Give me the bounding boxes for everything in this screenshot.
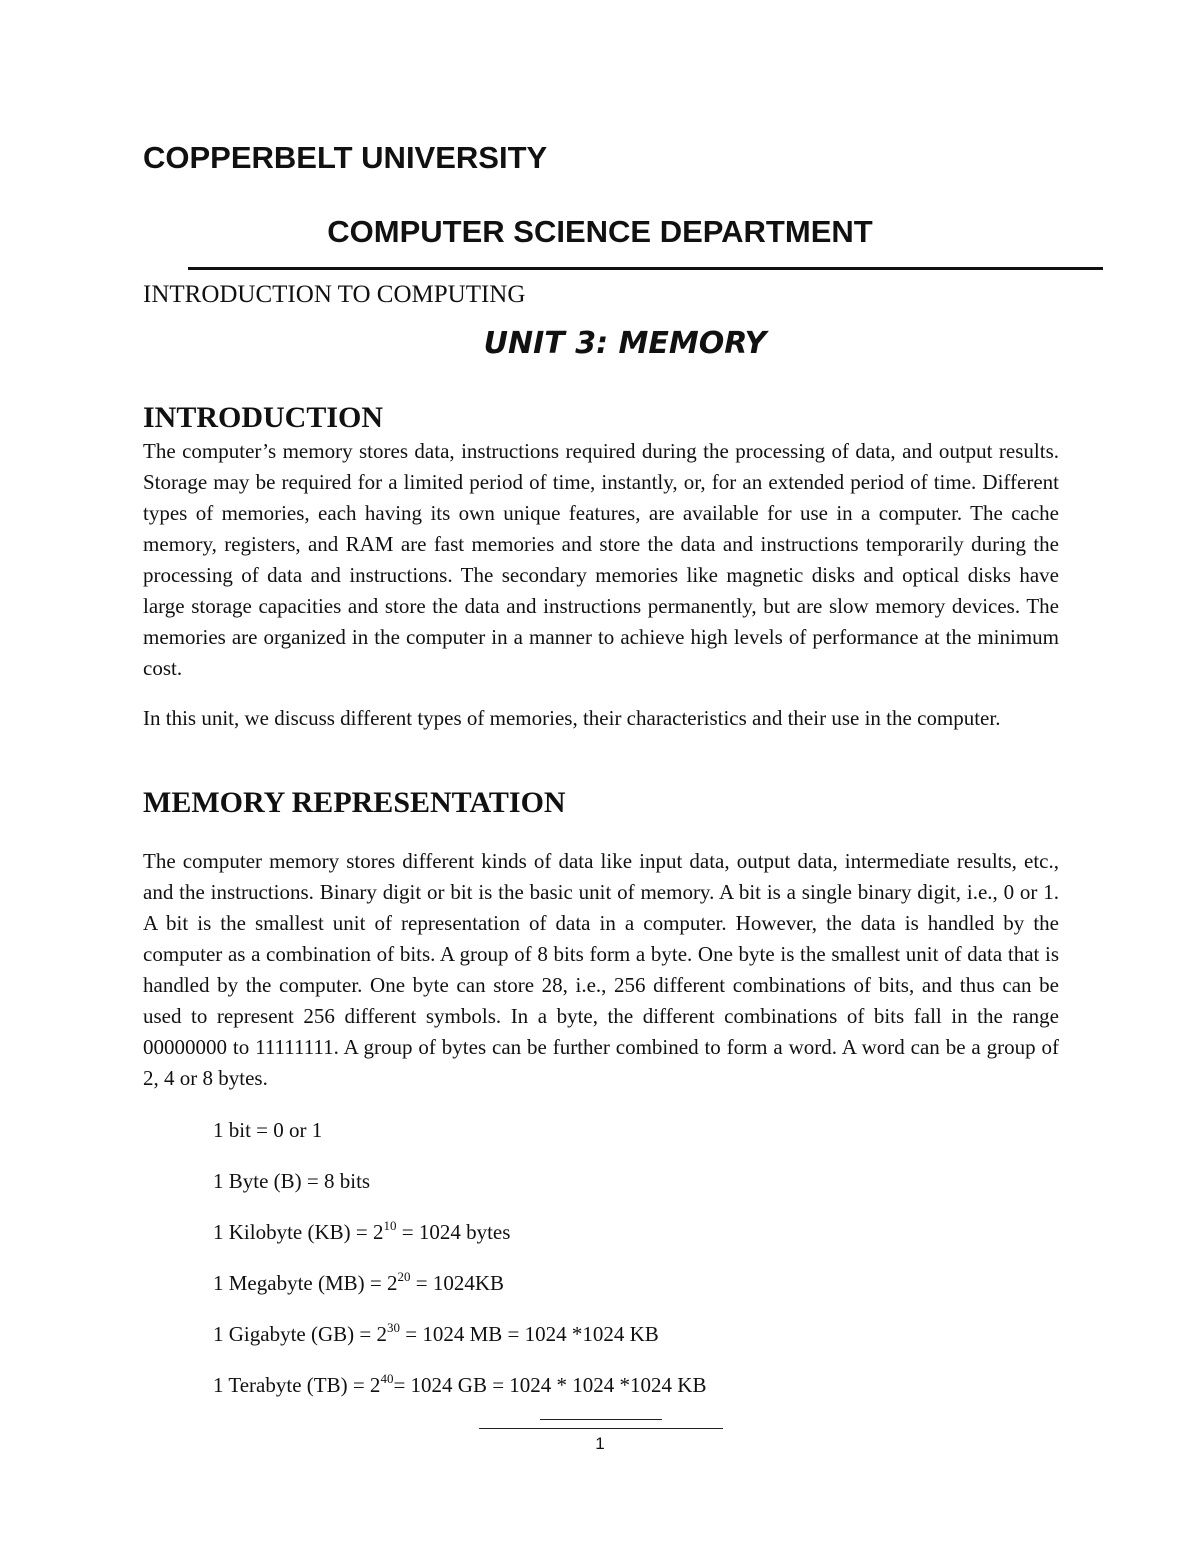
page-number: 1 <box>595 1434 605 1453</box>
unit-formula: 1 Kilobyte $(KB) = 2^{10} = 1024$ bytes <box>213 1218 511 1244</box>
footer-rule-long <box>479 1428 723 1429</box>
university-name: COPPERBELT UNIVERSITY <box>143 140 548 175</box>
memory-representation-heading: MEMORY REPRESENTATION <box>143 786 566 819</box>
unit-formula: 1 bit = 0 or 1 <box>213 1118 323 1142</box>
memory-representation-paragraph: The computer memory stores different kinds of data like input data, output data, intermediate results, etc., and the instructions. Binary digit or bit is the basic unit of memory. A bit is a single binary digit, i.e., 0 or 1. A bit is the smallest unit of representation of data in a computer. However, the data is handled by the computer as a combination of bits. A group of 8 bits form a byte. One byte is the smallest unit of data that is handled by the computer. One byte can store 28, i.e., 256 different combinations of bits, and thus can be used to represent 256 different symbols. In a byte, the different combinations of bits fall in the range 00000000 to 11111111. A group of bytes can be further combined to form a word. A word can be a group of 2, 4 or 8 bytes. <box>143 849 1059 1090</box>
unit-formula: 1 Terabyte $(TB) = 2^{40}= 1024$ GB = 1024 * 1024 *1024 KB <box>213 1371 707 1397</box>
introduction-paragraph: The computer’s memory stores data, instructions required during the processing of data, and output results. Storage may be required for a limited period of time, instantly, or, for an extended period of time. Different types of memories, each having its own unique features, are available for use in a computer. The cache memory, registers, and RAM are fast memories and store the data and instructions temporarily during the processing of data and instructions. The secondary memories like magnetic disks and optical disks have large storage capacities and store the data and instructions permanently, but are slow memory devices. The memories are organized in the computer in a manner to achieve high levels of performance at the minimum cost. <box>143 439 1059 680</box>
memory-units-list <box>213 1115 706 1421</box>
department-name: COMPUTER SCIENCE DEPARTMENT <box>327 214 873 249</box>
introduction-heading: INTRODUCTION <box>143 401 384 434</box>
unit-formula: 1 Megabyte $(MB) = 2^{20} = 1024KB$ <box>213 1269 504 1295</box>
unit-formula: 1 Byte (B) = 8 bits <box>213 1169 371 1193</box>
unit-formula: 1 Gigabyte $(GB) = 2^{30} = 1024$ MB = 1024 *1024 KB <box>213 1320 659 1346</box>
footer-rule-short <box>540 1419 662 1420</box>
introduction-paragraph-2: In this unit, we discuss different types of memories, their characteristics and their use in the computer. <box>143 706 1001 730</box>
header-divider <box>188 267 1103 270</box>
course-title: INTRODUCTION TO COMPUTING <box>143 281 526 308</box>
unit-title: UNIT 3: MEMORY <box>483 326 767 361</box>
